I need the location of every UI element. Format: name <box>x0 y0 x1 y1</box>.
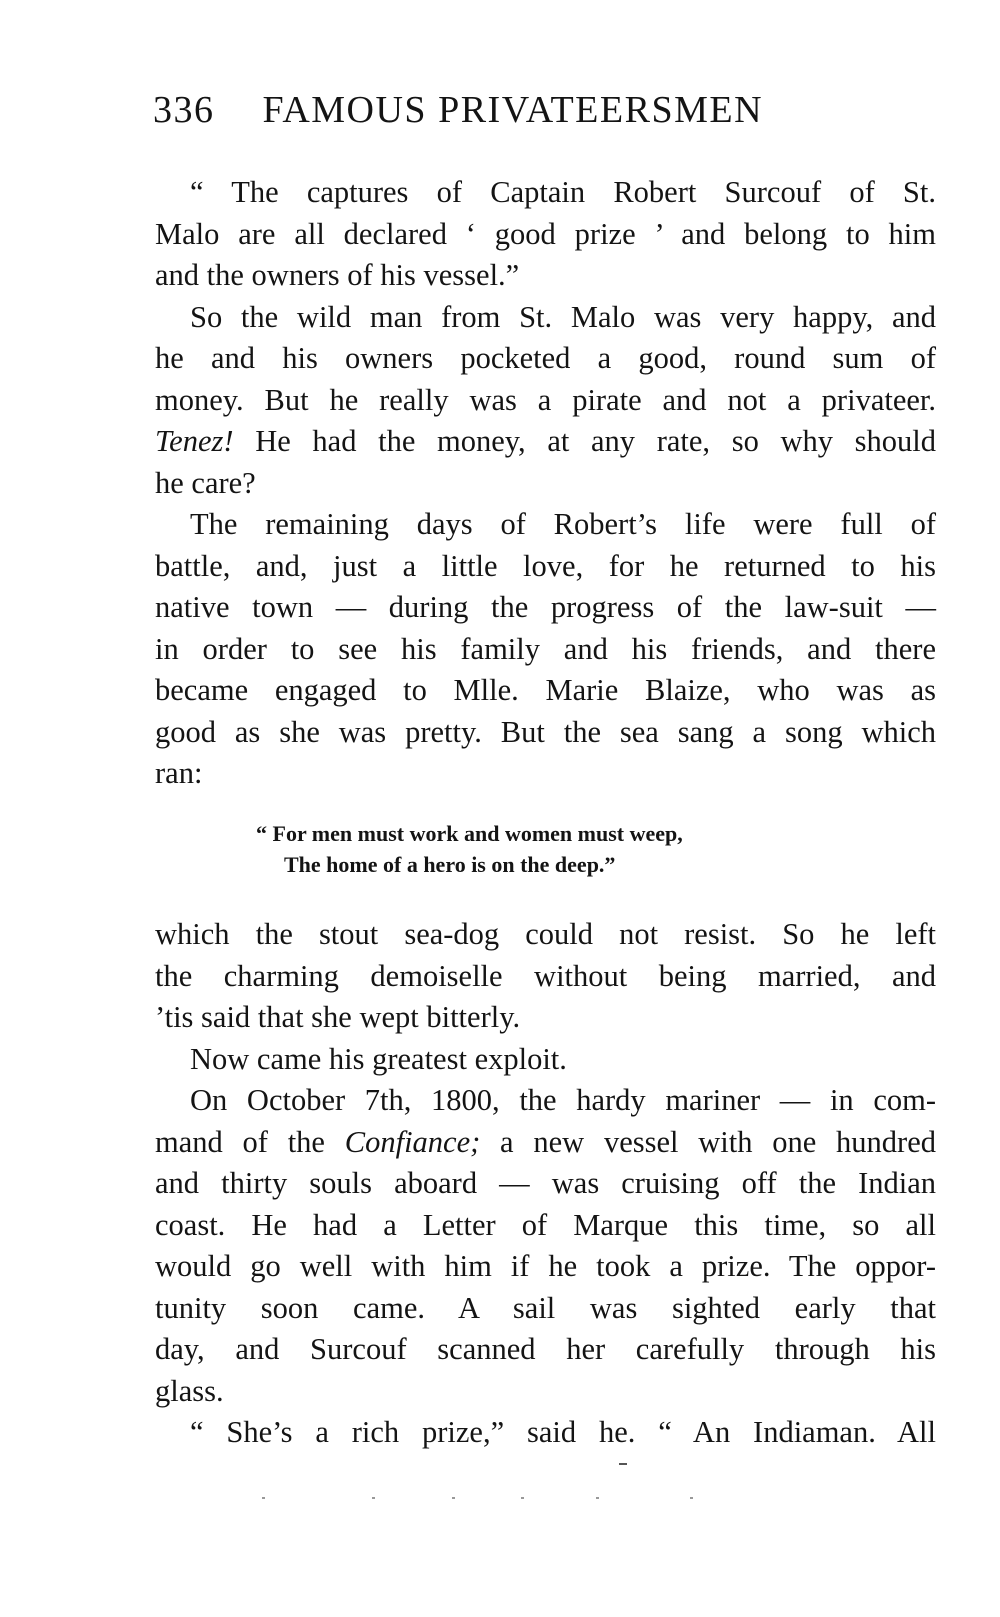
text-line-content: the charming demoiselle without being married, and <box>155 958 936 993</box>
text-line <box>155 712 936 754</box>
text-line-content: “ She’s a rich prize,” said he. “ An Indiaman. All <box>190 1415 936 1449</box>
running-title: FAMOUS PRIVATEERSMEN <box>262 89 764 131</box>
scan-speck <box>596 1497 599 1499</box>
scan-speck <box>372 1497 375 1499</box>
text-line <box>155 338 936 380</box>
text-line-content: Now came his greatest exploit. <box>190 1041 567 1076</box>
text-line-content: “ The captures of Captain Robert Surcouf of St. <box>190 175 936 209</box>
text-block-upper <box>155 172 936 795</box>
scan-speck <box>619 1463 627 1465</box>
text-line <box>155 1412 936 1454</box>
text-line-content: So the wild man from St. Malo was very happy, and <box>190 299 936 334</box>
text-line-content: native town — during the progress of the law-suit — <box>155 590 936 624</box>
text-line <box>155 1246 936 1288</box>
text-line <box>155 670 936 712</box>
text-line-content: tunity soon came. A sail was sighted early that <box>155 1290 936 1325</box>
text-line-content: ran: <box>155 756 203 790</box>
text-line <box>155 1329 936 1371</box>
text-line <box>155 629 936 671</box>
text-line <box>155 463 936 505</box>
text-line-content: ’tis said that she wept bitterly. <box>155 1000 521 1034</box>
text-line <box>155 1080 936 1122</box>
text-line <box>155 297 936 339</box>
text-line-content: On October 7th, 1800, the hardy mariner — in com- <box>190 1083 936 1117</box>
page-number: 336 <box>153 89 215 131</box>
text-line-content: glass. <box>155 1373 224 1408</box>
text-line <box>155 172 936 214</box>
text-line <box>155 255 936 297</box>
scan-speck <box>521 1497 524 1499</box>
text-line <box>155 753 936 795</box>
text-line-content: he and his owners pocketed a good, round sum of <box>155 341 936 375</box>
text-line-content: The remaining days of Robert’s life were full of <box>190 507 936 541</box>
text-line <box>155 914 936 956</box>
text-line <box>155 1371 936 1413</box>
text-block-lower <box>155 914 936 1454</box>
text-line <box>155 1163 936 1205</box>
scan-speck <box>262 1497 265 1499</box>
text-line-content: Malo are all declared ‘ good prize ’ and belong to him <box>155 216 936 251</box>
text-line-content: day, and Surcouf scanned her carefully through his <box>155 1332 936 1366</box>
text-line-content: coast. He had a Letter of Marque this time, so all <box>155 1207 936 1242</box>
text-line <box>155 546 936 588</box>
text-line <box>155 504 936 546</box>
text-line <box>155 380 936 422</box>
text-line-content: battle, and, just a little love, for he returned to his <box>155 548 936 583</box>
text-line-content: and thirty souls aboard — was cruising off the Indian <box>155 1166 936 1200</box>
text-line <box>155 1122 936 1164</box>
italic-phrase: Tenez! <box>155 424 234 458</box>
text-line <box>155 997 936 1039</box>
text-line <box>155 1039 936 1081</box>
verse-line: “ For men must work and women must weep, <box>256 821 683 846</box>
text-line-content: he care? <box>155 465 256 500</box>
text-line-content: which the stout sea-dog could not resist. So he left <box>155 917 936 951</box>
scan-speck <box>452 1497 455 1499</box>
text-line-content: good as she was pretty. But the sea sang a song which <box>155 714 936 749</box>
scan-speck <box>690 1497 693 1499</box>
text-line <box>155 1288 936 1330</box>
text-line <box>155 587 936 629</box>
text-line <box>155 421 936 463</box>
text-line-content: He had the money, at any rate, so why should <box>255 424 937 458</box>
text-line-content: money. But he really was a pirate and not a privateer. <box>155 382 936 417</box>
text-line <box>155 1205 936 1247</box>
text-line-content: in order to see his family and his friends, and there <box>155 631 936 666</box>
text-line-content: and the owners of his vessel.” <box>155 258 520 292</box>
running-head <box>153 88 933 132</box>
text-line <box>155 214 936 256</box>
text-line-content: mand of the Confiance; a new vessel with one hundred <box>155 1124 936 1159</box>
text-line-content: would go well with him if he took a prize. The oppor- <box>155 1249 936 1283</box>
ship-name: Confiance; <box>344 1124 481 1159</box>
verse-quotation <box>256 818 683 880</box>
verse-line: The home of a hero is on the deep.” <box>284 852 616 877</box>
text-line <box>155 956 936 998</box>
text-line-content: became engaged to Mlle. Marie Blaize, who was as <box>155 673 936 707</box>
